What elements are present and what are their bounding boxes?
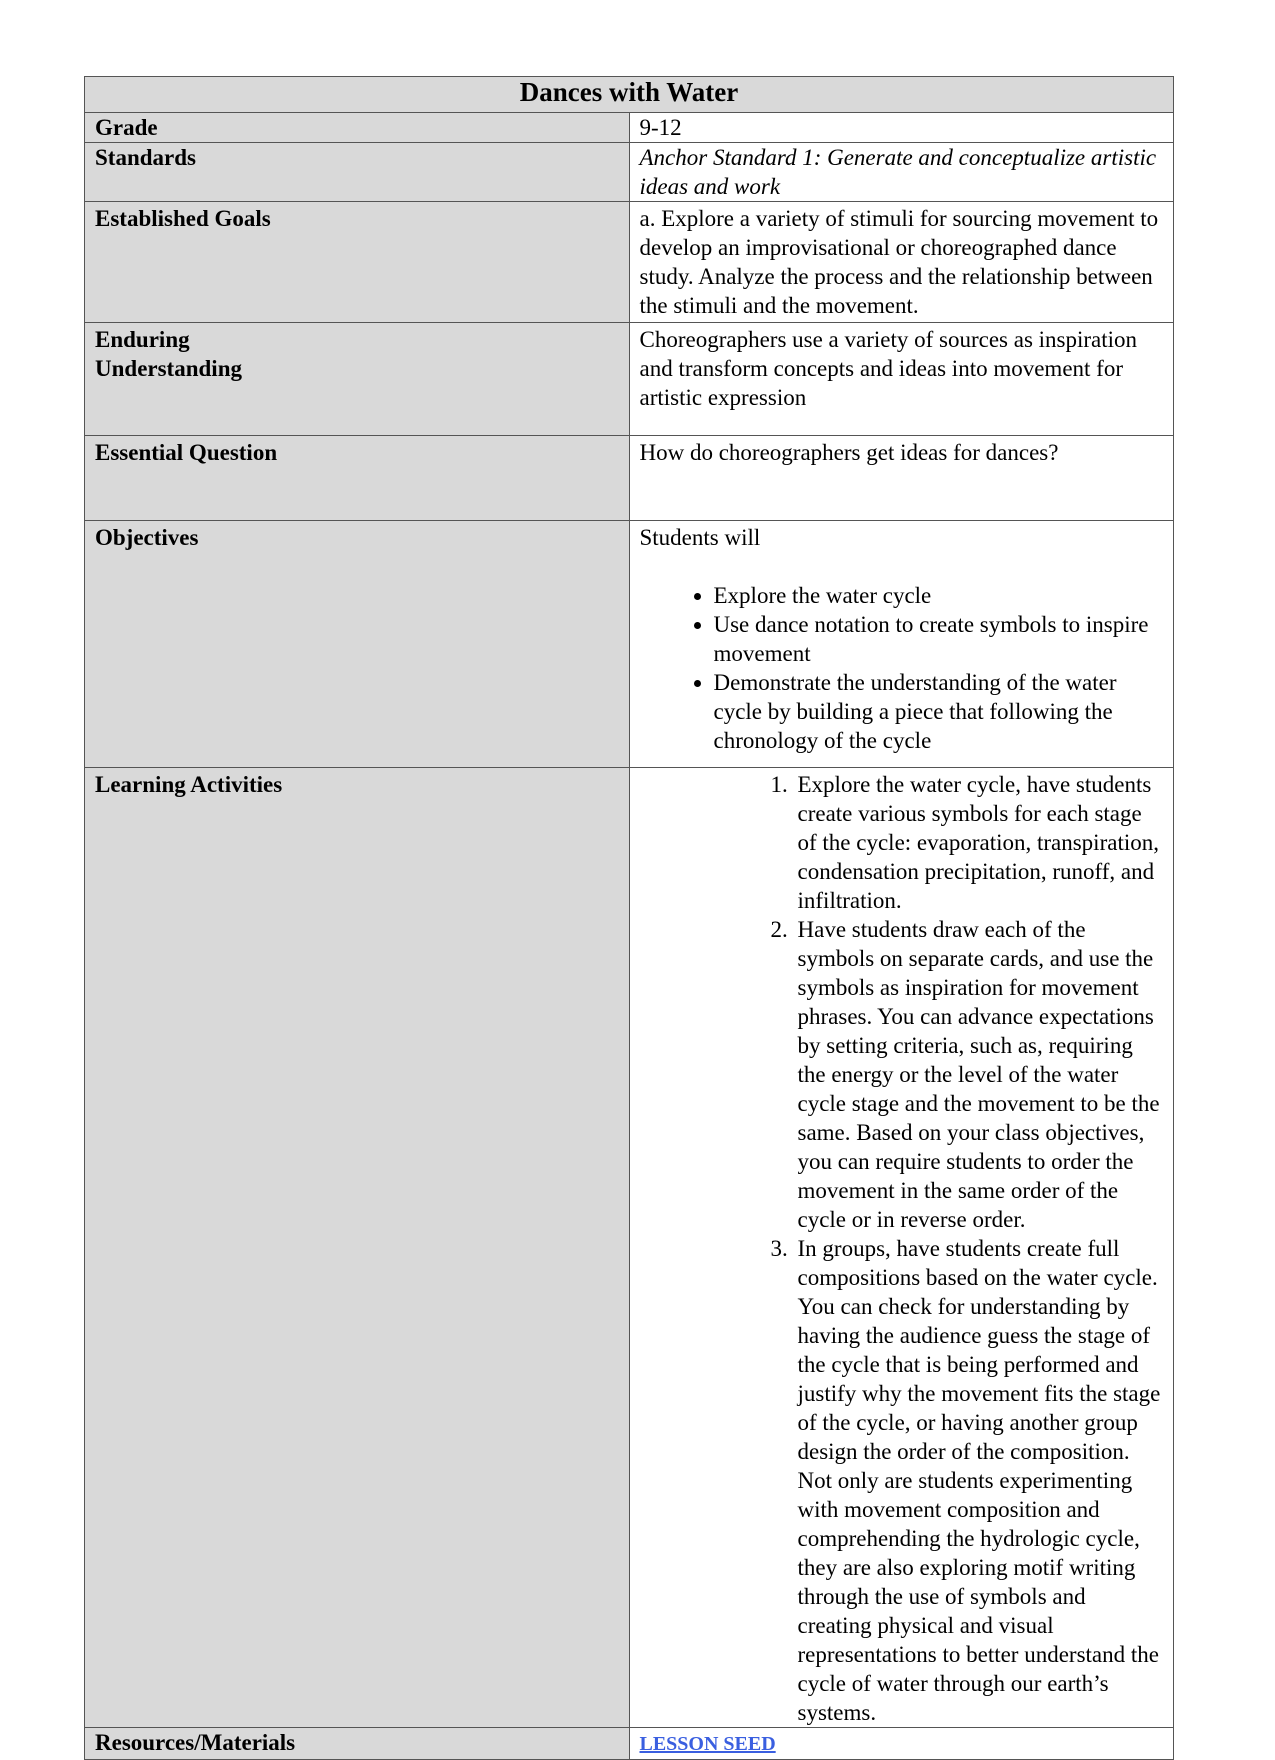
activities-label: Learning Activities [85,768,630,1728]
objective-item: • Use dance notation to create symbols to inspire movement [714,610,1164,668]
objectives-list [640,581,1164,755]
grade-label: Grade [85,113,630,143]
standards-value: Anchor Standard 1: Generate and conceptualize artistic ideas and work [629,143,1174,202]
question-row [85,436,1174,521]
resources-value [629,1728,1174,1760]
activities-row [85,768,1174,1728]
standards-label: Standards [85,143,630,202]
goals-label: Established Goals [85,202,630,323]
goals-value: a. Explore a variety of stimuli for sourcing movement to develop an improvisational or choreographed dance study. Analyze the process and the relationship between the stimuli and the movement. [629,202,1174,323]
enduring-label [85,323,630,436]
activity-item: 3. In groups, have students create full compositions based on the water cycle. You can check for understanding by having the audience guess the stage of the cycle that is being performed and justify why the movement fits the stage of the cycle, or having another group design the order of the composition. Not only are students experimenting with movement composition and comprehending the hydrologic cycle, they are also exploring motif writing through the use of symbols and creating physical and visual representations to better understand the cycle of water through our earth’s systems. [794,1234,1164,1727]
standards-row [85,143,1174,202]
enduring-label-line1: Enduring [95,327,190,352]
activities-value [629,768,1174,1728]
grade-value: 9-12 [629,113,1174,143]
activities-list [640,770,1164,1727]
enduring-label-line2: Understanding [95,356,242,381]
question-value: How do choreographers get ideas for dances? [629,436,1174,521]
activity-item: 2. Have students draw each of the symbols on separate cards, and use the symbols as inspiration for movement phrases. You can advance expectations by setting criteria, such as, requiring the energy or the level of the water cycle stage and the movement to be the same. Based on your class objectives, you can require students to order the movement in the same order of the cycle or in reverse order. [794,915,1164,1234]
objectives-value [629,521,1174,768]
enduring-row [85,323,1174,436]
enduring-value: Choreographers use a variety of sources as inspiration and transform concepts and ideas into movement for artistic expression [629,323,1174,436]
question-label: Essential Question [85,436,630,521]
resources-row [85,1728,1174,1760]
goals-row [85,202,1174,323]
resources-label: Resources/Materials [85,1728,630,1760]
objective-item: • Explore the water cycle [714,581,1164,610]
objective-item: • Demonstrate the understanding of the water cycle by building a piece that following the chronology of the cycle [714,668,1164,755]
activity-item: 1. Explore the water cycle, have students create various symbols for each stage of the cycle: evaporation, transpiration, condensation precipitation, runoff, and infiltration. [794,770,1164,915]
objectives-intro: Students will [639,525,761,550]
objectives-row [85,521,1174,768]
lesson-seed-link[interactable]: LESSON SEED [639,1733,776,1755]
objectives-label: Objectives [85,521,630,768]
lesson-plan-table [84,76,1174,1760]
grade-row [85,113,1174,143]
document-title: Dances with Water [85,77,1174,113]
